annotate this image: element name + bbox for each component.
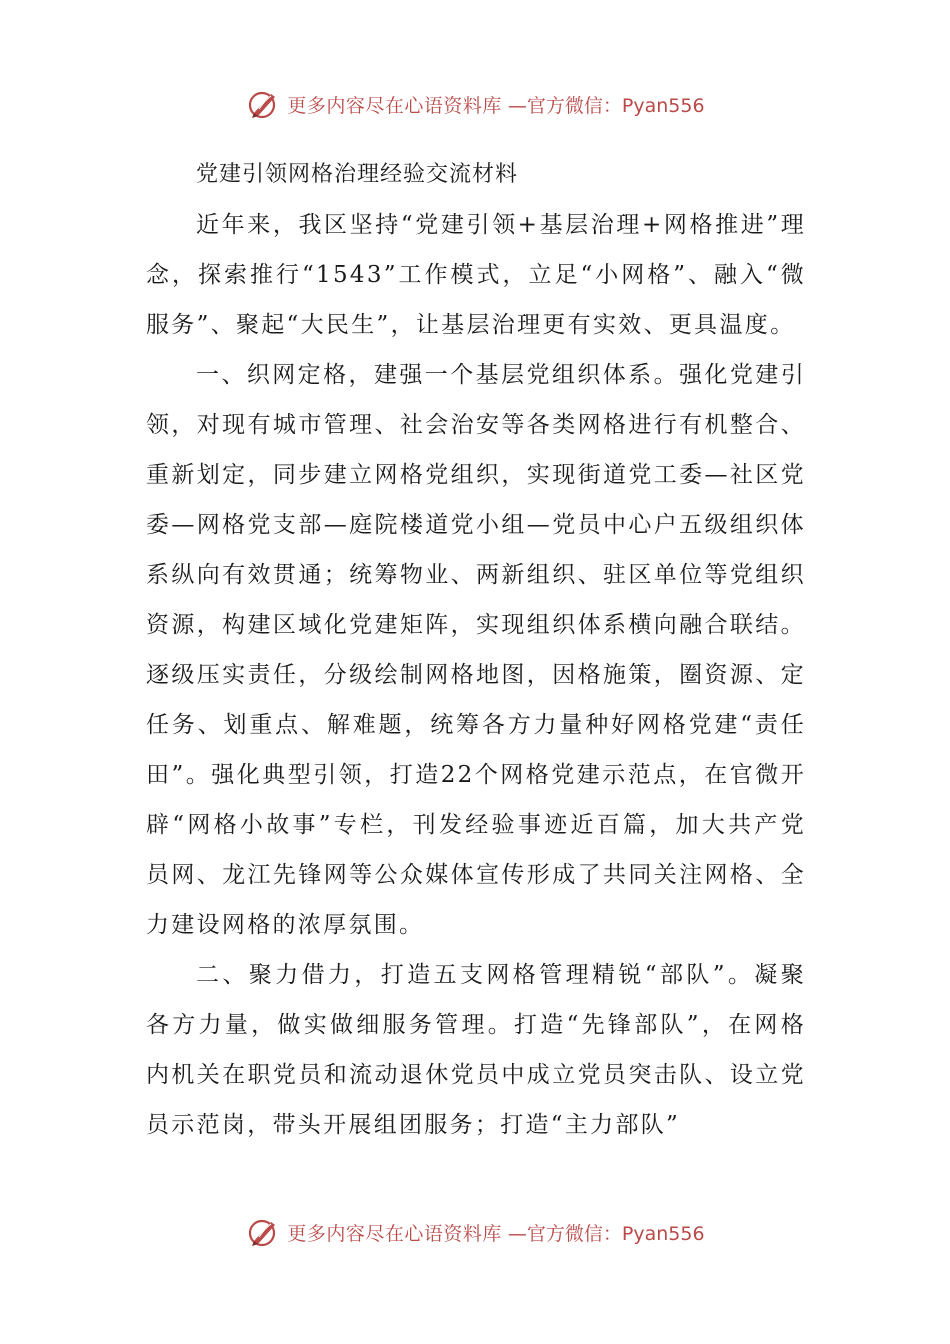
pen-circle-logo-icon (245, 86, 281, 122)
header-watermark-banner (0, 84, 950, 124)
banner-brand-text: 更多内容尽在心语资料库 (287, 1222, 502, 1245)
pen-circle-logo-icon (245, 1214, 281, 1250)
paragraph-section-two: 二、聚力借力，打造五支网格管理精锐“部队”。凝聚各方力量，做实做细服务管理。打造“先锋部队”，在网格内机关在职党员和流动退休党员中成立党员突击队、设立党员示范岗，带头开展组团服务；打造“主力部队” (146, 962, 806, 1138)
banner-brand-text: 更多内容尽在心语资料库 (287, 94, 502, 117)
paragraph-intro: 近年来，我区坚持“党建引领+基层治理+网格推进”理念，探索推行“1543”工作模式，立足“小网格”、融入“微服务”、聚起“大民生”，让基层治理更有实效、更具温度。 (146, 212, 806, 338)
footer-watermark-banner (0, 1212, 950, 1252)
banner-contact-text: —官方微信：Pyan556 (507, 1222, 705, 1245)
banner-contact-text: —官方微信：Pyan556 (507, 94, 705, 117)
document-body (146, 150, 806, 1150)
paragraph-section-one: 一、织网定格，建强一个基层党组织体系。强化党建引领，对现有城市管理、社会治安等各类网格进行有机整合、重新划定，同步建立网格党组织，实现街道党工委—社区党委—网格党支部—庭院楼道党小组—党员中心户五级组织体系纵向有效贯通；统筹物业、两新组织、驻区单位等党组织资源，构建区域化党建矩阵，实现组织体系横向融合联结。逐级压实责任，分级绘制网格地图，因格施策，圈资源、定任务、划重点、解难题，统筹各方力量种好网格党建“责任田”。强化典型引领，打造22个网格党建示范点，在官微开辟“网格小故事”专栏，刊发经验事迹近百篇，加大共产党员网、龙江先锋网等公众媒体宣传形成了共同关注网格、全力建设网格的浓厚氛围。 (146, 362, 806, 938)
document-title: 党建引领网格治理经验交流材料 (196, 162, 519, 187)
